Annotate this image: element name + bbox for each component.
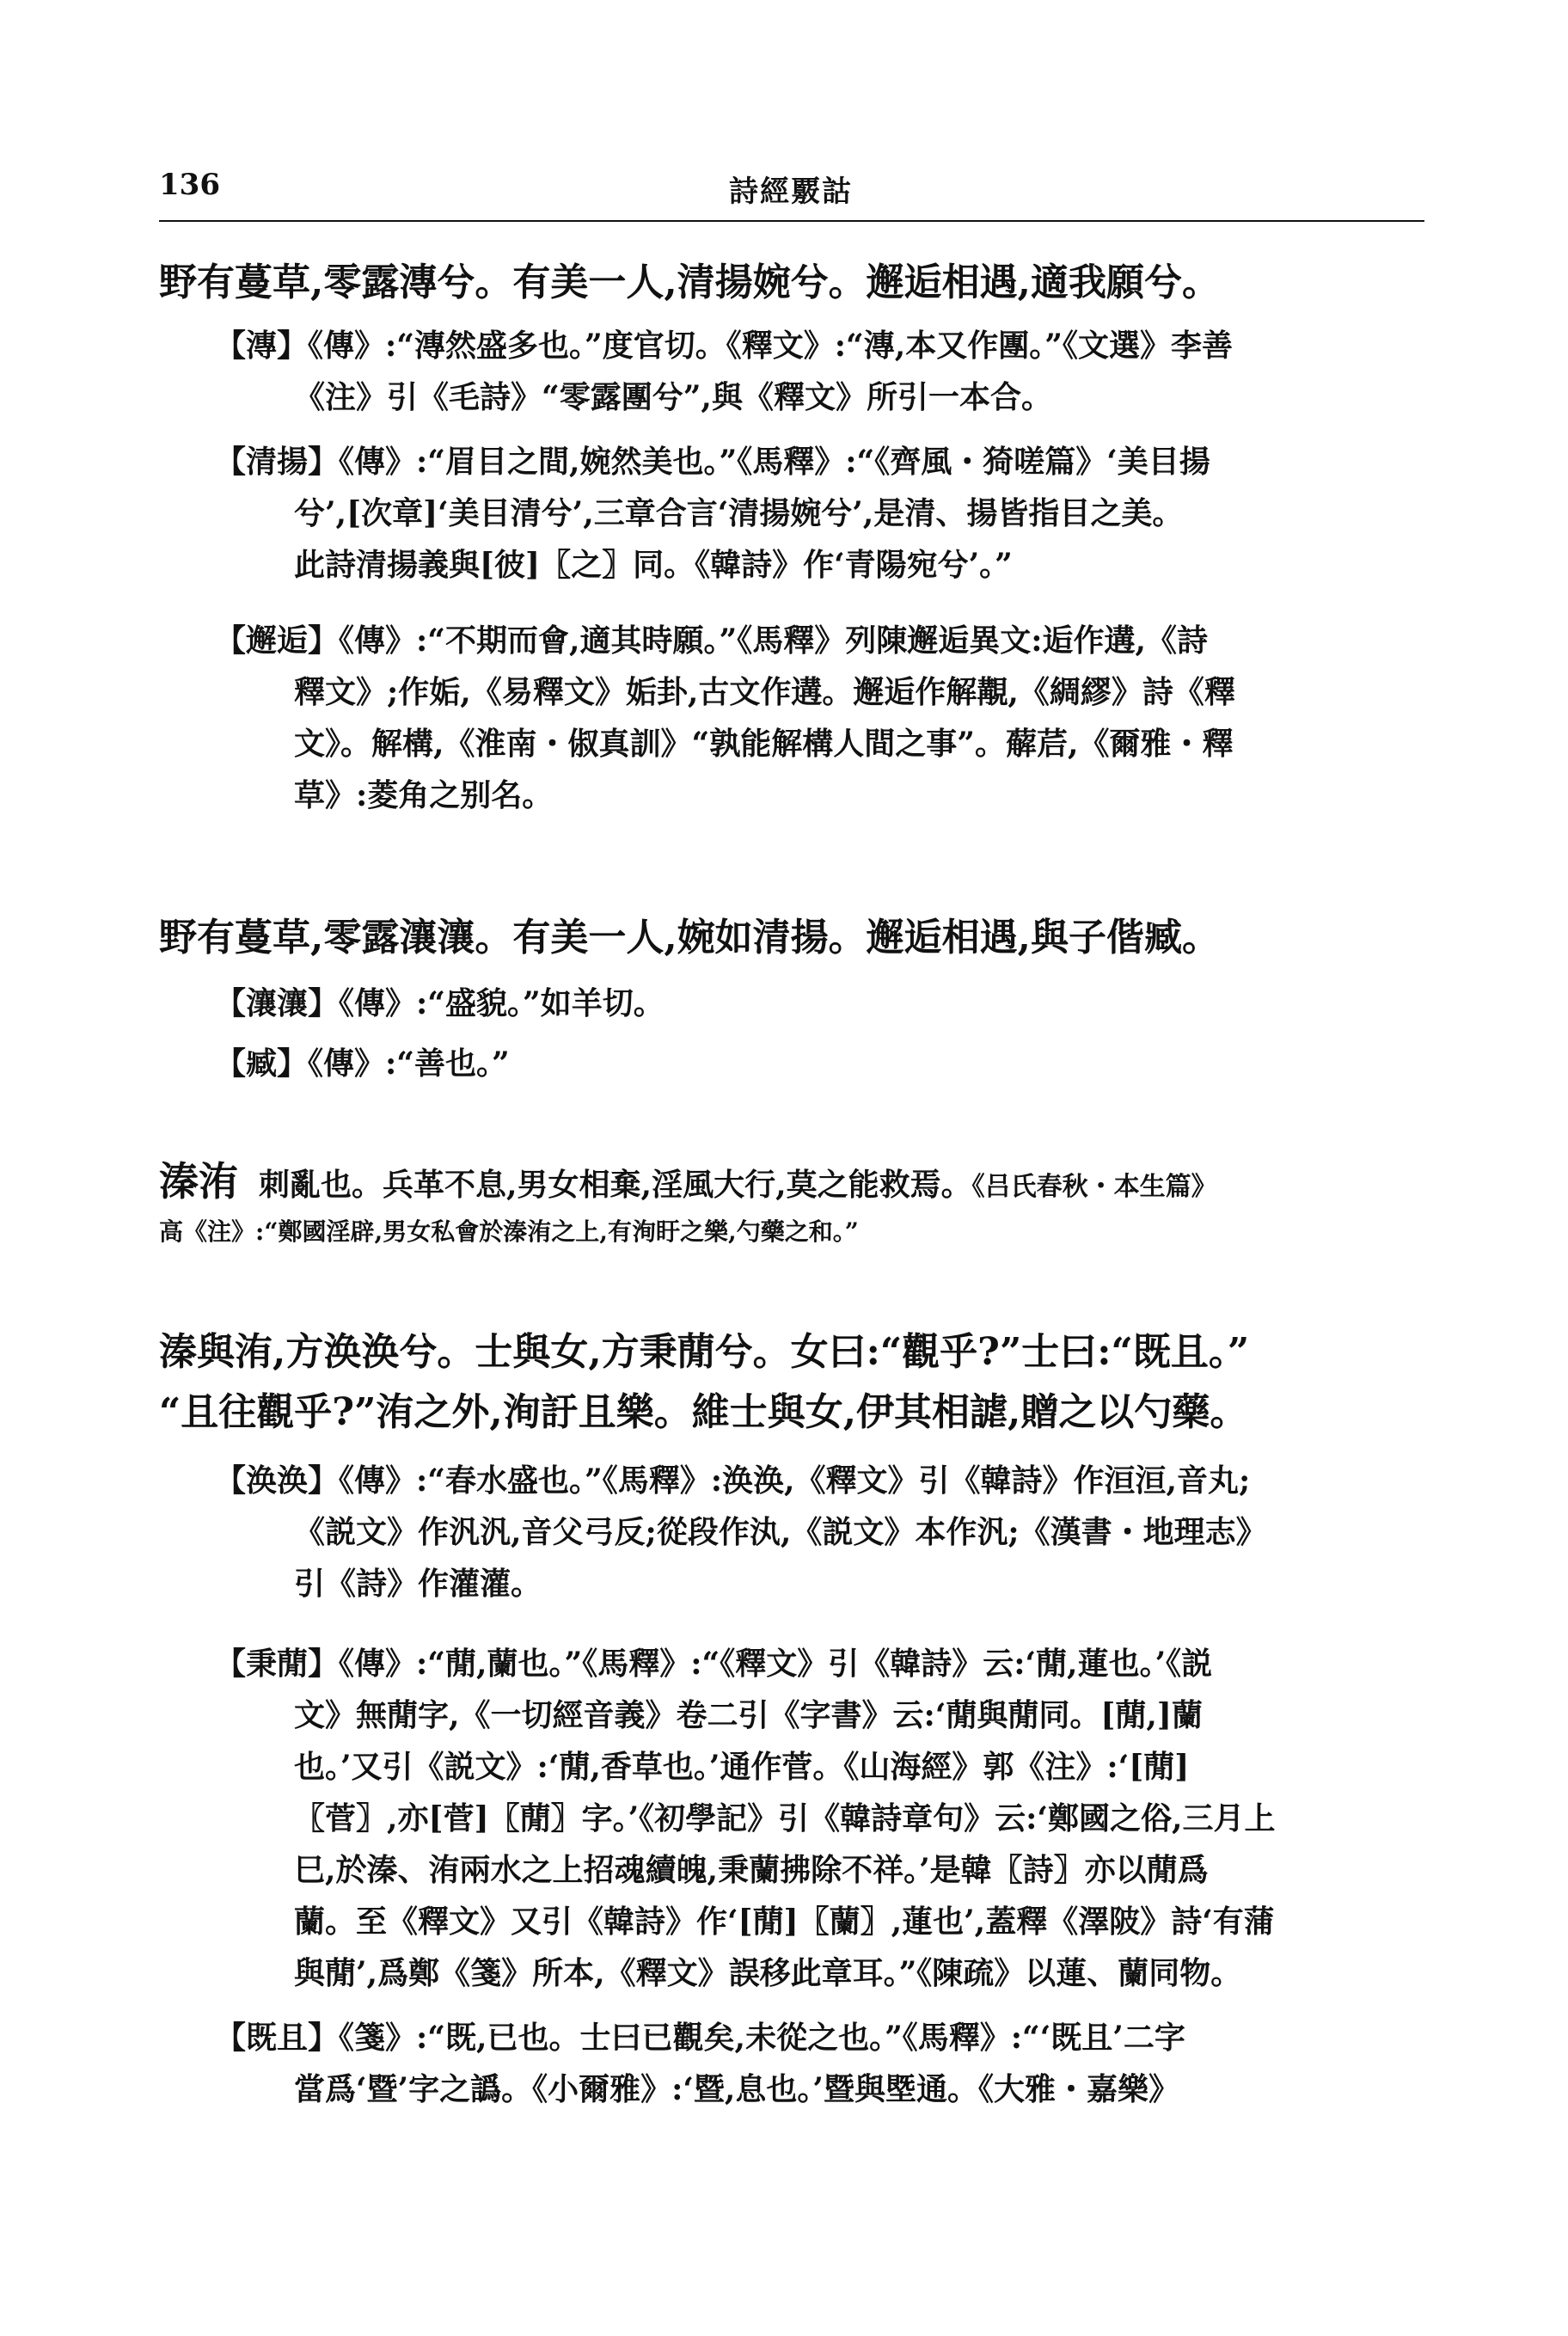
- note-line: 草》:菱角之别名。: [294, 777, 554, 813]
- note-line: 【涣涣】《傳》:“春水盛也。”《馬釋》:涣涣,《釋文》引《韓詩》作洹洹,音丸;: [215, 1462, 1251, 1499]
- header-rule: [159, 220, 1424, 222]
- preface-source: 《吕氏春秋・本生篇》: [971, 1172, 1217, 1202]
- stanza-1-text: 野有蔓草,零露漙兮。有美一人,清揚婉兮。邂逅相遇,適我願兮。: [159, 261, 1220, 304]
- page-number: 136: [159, 168, 220, 202]
- note-line: 蘭。至《釋文》又引《韓詩》作‘[蕑]〖蘭〗,蓮也’,蓋釋《澤陂》詩‘有蒲: [294, 1904, 1275, 1940]
- note-line: 〖菅〗,亦[菅]〖蕑〗字。’《初學記》引《韓詩章句》云:‘鄭國之俗,三月上: [294, 1800, 1276, 1836]
- note-line: 也。’又引《説文》:‘蕑,香草也。’通作菅。《山海經》郭《注》:‘[蕑]: [294, 1749, 1190, 1785]
- note-line: 【清揚】《傳》:“眉目之間,婉然美也。”《馬釋》:“《齊風・猗嗟篇》‘美目揚: [215, 444, 1210, 480]
- note-zang: [215, 1038, 1427, 1089]
- note-line: 兮’,[次章]‘美目清兮’,三章合言‘清揚婉兮’,是清、揚皆指目之美。: [294, 495, 1184, 531]
- note-line: 此詩清揚義與[彼]〖之〗同。《韓詩》作‘青陽宛兮’。”: [294, 547, 1013, 583]
- page-header: [159, 168, 1423, 219]
- note-line: 與蕑’,爲鄭《箋》所本,《釋文》誤移此章耳。”《陳疏》以蓮、蘭同物。: [294, 1955, 1242, 1991]
- stanza-2-text: 野有蔓草,零露瀼瀼。有美一人,婉如清揚。邂逅相遇,與子偕臧。: [159, 916, 1220, 960]
- note-line: 引《詩》作灌灌。: [294, 1566, 542, 1602]
- note-jiqie: [215, 2012, 1427, 2115]
- stanza-3-line-1: 溱與洧,方涣涣兮。士與女,方秉蕑兮。女曰:“觀乎?”士曰:“既且。”: [159, 1330, 1250, 1374]
- note-huanhuan: [215, 1455, 1427, 1609]
- note-tuan: [215, 320, 1427, 423]
- note-line: 【既且】《箋》:“既,已也。士曰已觀矣,未從之也。”《馬釋》:“‘既且’二字: [215, 2020, 1185, 2056]
- preface-zhenwei: [159, 1156, 1431, 1252]
- note-line: 【漙】《傳》:“漙然盛多也。”度官切。《釋文》:“漙,本又作團。”《文選》李善: [215, 328, 1233, 364]
- poem-title: 溱洧: [159, 1158, 238, 1205]
- note-line: 文》無蕑字,《一切經音義》卷二引《字書》云:‘蕑與蕑同。[蕑,]蘭: [294, 1697, 1203, 1733]
- note-bingjian: [215, 1638, 1427, 1999]
- note-line: 釋文》;作姤,《易釋文》姤卦,古文作遘。邂逅作解覯,《綢繆》詩《釋: [294, 674, 1235, 710]
- note-rangrang: [215, 978, 1427, 1029]
- note-line: 文》。解構,《淮南・俶真訓》“孰能解構人間之事”。薢茩,《爾雅・釋: [294, 726, 1234, 762]
- note-line: 當爲‘暨’字之譌。《小爾雅》:‘暨,息也。’暨與塈通。《大雅・嘉樂》: [294, 2071, 1179, 2107]
- stanza-3-line-2: “且往觀乎?”洧之外,洵訏且樂。維士與女,伊其相謔,贈之以勺藥。: [159, 1390, 1248, 1434]
- note-line: 【臧】《傳》:“善也。”: [215, 1045, 510, 1082]
- note-line: 【邂逅】《傳》:“不期而會,適其時願。”《馬釋》列陳邂逅異文:逅作遘,《詩: [215, 622, 1209, 659]
- note-line: 巳,於溱、洧兩水之上招魂續魄,秉蘭拂除不祥。’是韓〖詩〗亦以蕑爲: [294, 1852, 1209, 1888]
- preface-commentary: 高《注》:“鄭國淫辟,男女私會於溱洧之上,有洵盱之樂,勺藥之和。”: [159, 1217, 859, 1246]
- note-xiehou: [215, 615, 1427, 821]
- note-qingyang: [215, 436, 1427, 591]
- preface-text: 刺亂也。兵革不息,男女相棄,淫風大行,莫之能救焉。: [259, 1167, 972, 1203]
- note-line: 【瀼瀼】《傳》:“盛貌。”如羊切。: [215, 985, 665, 1021]
- book-title: 詩經覈詁: [729, 175, 853, 209]
- note-line: 《説文》作汎汎,音父弓反;從段作汍,《説文》本作汎;《漢書・地理志》: [294, 1514, 1267, 1550]
- note-line: 《注》引《毛詩》“零露團兮”,與《釋文》所引一本合。: [294, 379, 1052, 415]
- note-line: 【秉蕑】《傳》:“蕑,蘭也。”《馬釋》:“《釋文》引《韓詩》云:‘蕑,蓮也。’《説: [215, 1646, 1213, 1682]
